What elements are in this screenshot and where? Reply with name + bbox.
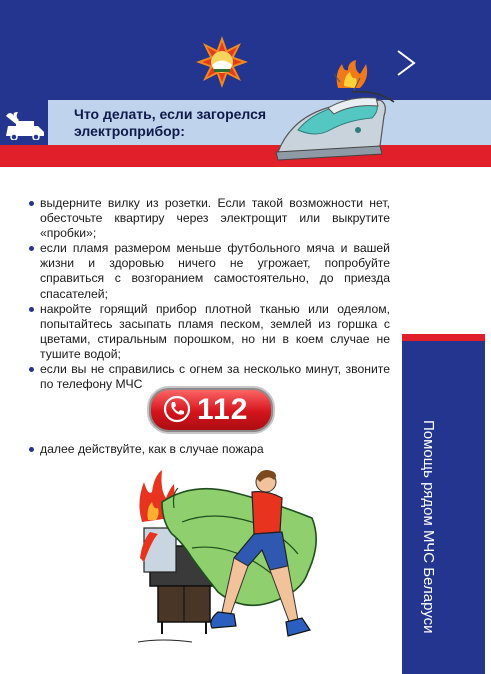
burning-iron-icon xyxy=(268,60,398,170)
side-panel-accent xyxy=(402,334,485,341)
emergency-call-button[interactable] xyxy=(147,386,275,434)
side-label: Помощь рядом МЧС Беларуси xyxy=(420,420,437,634)
fire-truck-icon xyxy=(2,108,46,140)
phone-handset-icon xyxy=(163,395,191,423)
list-item: накройте горящий прибор плотной тканью или одеялом, попытайтесь засыпать пламя песком, землей из горшка с цветами, стиральным порошком, но ни в коем случае не тушите водой; xyxy=(28,302,390,362)
mchs-emblem-icon xyxy=(196,36,248,88)
red-stripe xyxy=(0,145,491,167)
list-item: если пламя размером меньше футбольного мяча и вашей жизни и здоровью ничего не угрожает, попробуйте справиться с возгоранием самостоятельно, до приезда спасателей; xyxy=(28,241,390,301)
final-instruction-list xyxy=(28,442,390,457)
side-panel xyxy=(402,334,485,674)
list-item: далее действуйте, как в случае пожара xyxy=(28,442,390,457)
title-line-1: Что делать, если загорелся xyxy=(74,106,267,122)
boy-extinguishing-tv-illustration xyxy=(122,462,342,672)
emergency-number: 112 xyxy=(197,393,249,426)
list-item: если вы не справились с огнем за несколько минут, звоните по телефону МЧС xyxy=(28,362,390,392)
title-line-2: электроприбор: xyxy=(74,123,185,139)
list-item: выдерните вилку из розетки. Если такой возможности нет, обесточьте квартиру через электрощит или выкрутите «пробки»; xyxy=(28,196,390,241)
instruction-list xyxy=(28,196,390,392)
